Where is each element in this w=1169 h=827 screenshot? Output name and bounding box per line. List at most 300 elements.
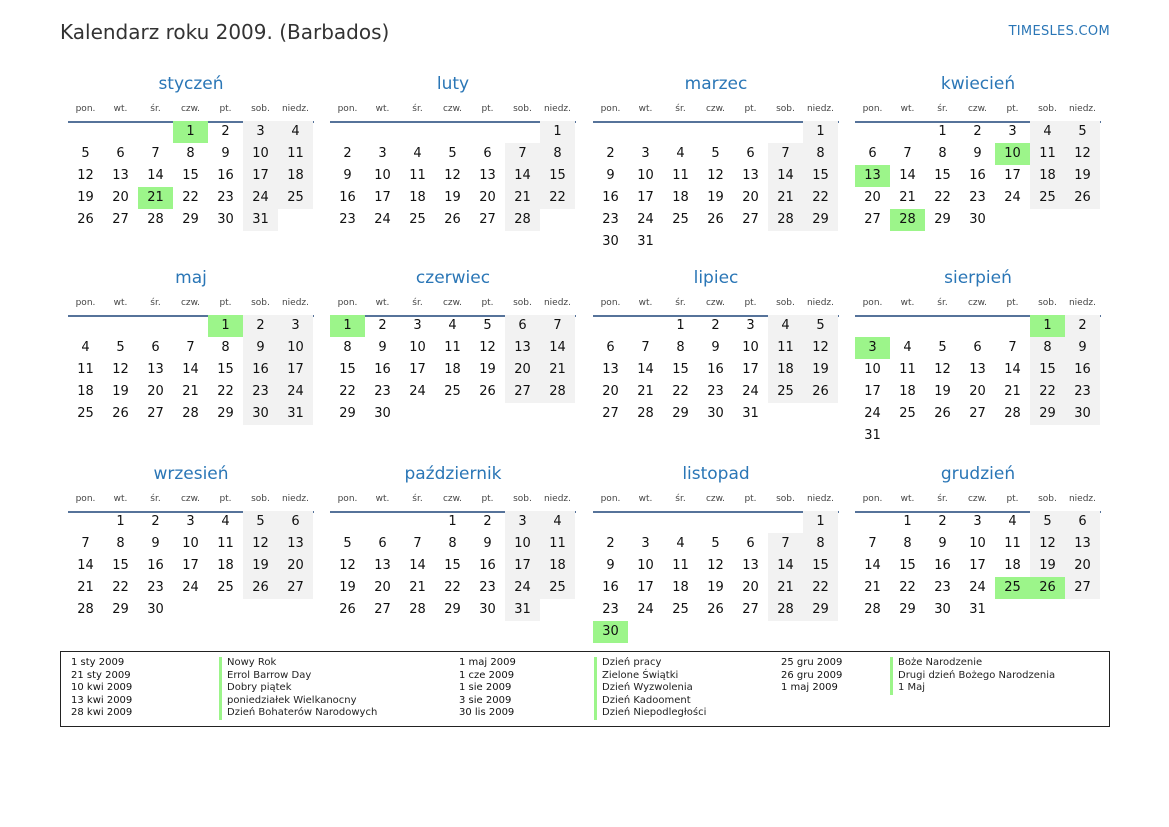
day-cell: 4 (278, 121, 313, 143)
day-cell: 19 (243, 555, 278, 577)
day-cell: 7 (186, 340, 195, 355)
day-cell: 4 (81, 340, 90, 355)
day-cell: 21 (768, 577, 803, 599)
day-cell: 30 (1065, 403, 1100, 425)
day-cell: 21 (540, 359, 575, 381)
day-cell: 24 (243, 187, 278, 209)
day-cell: 1 (803, 511, 838, 533)
weekday-label: niedz. (543, 298, 572, 308)
day-cell: 13 (742, 168, 759, 183)
day-cell: 6 (505, 315, 540, 337)
day-cell: 9 (606, 168, 615, 183)
day-cell: 12 (339, 558, 356, 573)
day-cell: 19 (339, 580, 356, 595)
weekday-label: sob. (513, 104, 532, 114)
holiday-names-column (890, 657, 1055, 695)
day-cell: 23 (602, 602, 619, 617)
weekday-label: niedz. (281, 104, 310, 114)
day-cell: 1 (803, 121, 838, 143)
day-cell: 17 (278, 359, 313, 381)
day-cell: 13 (278, 533, 313, 555)
day-cell: 5 (803, 315, 838, 337)
day-cell: 8 (676, 340, 685, 355)
day-cell: 20 (147, 384, 164, 399)
day-cell: 23 (969, 190, 986, 205)
day-cell: 11 (672, 168, 689, 183)
weekday-label: wt. (375, 494, 390, 504)
day-cell: 2 (483, 514, 492, 529)
weekday-label: wt. (375, 104, 390, 114)
weekday-label: śr. (412, 104, 423, 114)
day-cell: 22 (1030, 381, 1065, 403)
holiday-day-cell: 26 (1030, 577, 1065, 599)
weekday-label: śr. (150, 104, 161, 114)
weekday-label: wt. (638, 104, 653, 114)
day-cell: 25 (77, 406, 94, 421)
day-cell: 17 (243, 165, 278, 187)
holiday-day-cell: 25 (995, 577, 1030, 599)
day-cell: 28 (864, 602, 881, 617)
day-cell: 29 (803, 209, 838, 231)
holiday-name: Dzień pracy (602, 657, 662, 668)
day-cell: 12 (934, 362, 951, 377)
day-cell: 2 (606, 536, 615, 551)
weekday-label: śr. (937, 104, 948, 114)
day-cell: 22 (112, 580, 129, 595)
weekday-label: sob. (1038, 298, 1057, 308)
day-cell: 13 (602, 362, 619, 377)
holiday-list (60, 651, 1110, 727)
day-cell: 12 (1030, 533, 1065, 555)
weekday-label: sob. (1038, 494, 1057, 504)
holiday-name: Dzień Kadooment (602, 694, 691, 706)
day-cell: 4 (413, 146, 422, 161)
weekday-label: niedz. (1068, 494, 1097, 504)
weekday-label: czw. (180, 298, 201, 308)
weekday-label: czw. (180, 494, 201, 504)
day-cell: 22 (803, 187, 838, 209)
day-cell: 21 (899, 190, 916, 205)
day-cell: 5 (1030, 511, 1065, 533)
weekday-label: czw. (705, 104, 726, 114)
day-cell: 7 (768, 143, 803, 165)
holiday-day-cell: 21 (138, 187, 173, 209)
day-cell: 12 (479, 340, 496, 355)
day-cell: 17 (182, 558, 199, 573)
holiday-day-cell: 1 (330, 315, 365, 337)
day-cell: 18 (672, 580, 689, 595)
weekday-label: pt. (744, 494, 757, 504)
day-cell: 9 (151, 536, 160, 551)
day-cell: 27 (147, 406, 164, 421)
day-cell: 10 (505, 533, 540, 555)
weekday-label: pon. (862, 104, 883, 114)
weekday-label: śr. (675, 494, 686, 504)
day-cell: 12 (1065, 143, 1100, 165)
day-cell: 14 (182, 362, 199, 377)
day-cell: 1 (540, 121, 575, 143)
day-cell: 6 (151, 340, 160, 355)
brand-link[interactable]: TIMESLES.COM (1008, 24, 1110, 39)
day-cell: 6 (746, 146, 755, 161)
day-cell: 26 (479, 384, 496, 399)
day-cell: 5 (711, 536, 720, 551)
day-cell: 3 (413, 318, 422, 333)
day-cell: 19 (707, 190, 724, 205)
weekday-label: sob. (251, 298, 270, 308)
day-cell: 23 (934, 580, 951, 595)
weekday-label: niedz. (281, 298, 310, 308)
day-cell: 26 (934, 406, 951, 421)
day-cell: 30 (374, 406, 391, 421)
holiday-date: 26 gru 2009 (781, 669, 843, 681)
day-cell: 14 (540, 337, 575, 359)
day-cell: 25 (217, 580, 234, 595)
day-cell: 7 (903, 146, 912, 161)
day-cell: 14 (77, 558, 94, 573)
day-cell: 7 (151, 146, 160, 161)
day-cell: 11 (409, 168, 426, 183)
day-cell: 17 (969, 558, 986, 573)
day-cell: 2 (151, 514, 160, 529)
day-cell: 31 (637, 234, 654, 249)
day-cell: 16 (934, 558, 951, 573)
day-cell: 27 (374, 602, 391, 617)
day-cell: 13 (112, 168, 129, 183)
day-cell: 29 (217, 406, 234, 421)
weekday-label: pon. (600, 494, 621, 504)
holiday-names-column (594, 657, 706, 720)
day-cell: 24 (505, 577, 540, 599)
holiday-day-cell: 28 (890, 209, 925, 231)
day-cell: 25 (1030, 187, 1065, 209)
day-cell: 27 (602, 406, 619, 421)
day-cell: 24 (182, 580, 199, 595)
day-cell: 19 (77, 190, 94, 205)
day-cell: 21 (864, 580, 881, 595)
day-cell: 7 (540, 315, 575, 337)
day-cell: 26 (707, 212, 724, 227)
day-cell: 28 (768, 209, 803, 231)
day-cell: 10 (864, 362, 881, 377)
day-cell: 21 (409, 580, 426, 595)
weekday-label: pon. (600, 104, 621, 114)
day-cell: 19 (1065, 165, 1100, 187)
day-cell: 16 (217, 168, 234, 183)
day-cell: 31 (742, 406, 759, 421)
weekday-label: pon. (75, 104, 96, 114)
weekday-label: niedz. (543, 104, 572, 114)
day-cell: 29 (672, 406, 689, 421)
day-cell: 20 (742, 190, 759, 205)
day-cell: 15 (339, 362, 356, 377)
day-cell: 16 (1065, 359, 1100, 381)
day-cell: 17 (409, 362, 426, 377)
weekday-label: czw. (967, 298, 988, 308)
month-title: czerwiec (415, 268, 491, 288)
day-cell: 15 (182, 168, 199, 183)
day-cell: 12 (77, 168, 94, 183)
day-cell: 27 (742, 602, 759, 617)
weekday-label: pt. (481, 298, 494, 308)
day-cell: 2 (973, 124, 982, 139)
day-cell: 10 (637, 558, 654, 573)
day-cell: 10 (969, 536, 986, 551)
day-cell: 7 (768, 533, 803, 555)
month-title: lipiec (693, 268, 739, 288)
month-title: październik (404, 464, 502, 484)
day-cell: 20 (742, 580, 759, 595)
day-cell: 7 (868, 536, 877, 551)
day-cell: 14 (147, 168, 164, 183)
weekday-label: pt. (219, 494, 232, 504)
day-cell: 8 (221, 340, 230, 355)
holiday-date: 1 sie 2009 (459, 682, 512, 694)
day-cell: 10 (374, 168, 391, 183)
day-cell: 28 (540, 381, 575, 403)
day-cell: 15 (540, 165, 575, 187)
day-cell: 25 (444, 384, 461, 399)
weekday-label: sob. (251, 104, 270, 114)
day-cell: 17 (637, 190, 654, 205)
day-cell: 23 (374, 384, 391, 399)
day-cell: 6 (606, 340, 615, 355)
weekday-label: śr. (412, 298, 423, 308)
day-cell: 5 (81, 146, 90, 161)
day-cell: 8 (1030, 337, 1065, 359)
day-cell: 21 (182, 384, 199, 399)
day-cell: 15 (444, 558, 461, 573)
day-cell: 14 (409, 558, 426, 573)
day-cell: 23 (339, 212, 356, 227)
day-cell: 26 (1065, 187, 1100, 209)
day-cell: 3 (278, 315, 313, 337)
day-cell: 15 (1030, 359, 1065, 381)
day-cell: 18 (1004, 558, 1021, 573)
day-cell: 27 (505, 381, 540, 403)
weekday-label: śr. (150, 298, 161, 308)
day-cell: 7 (81, 536, 90, 551)
day-cell: 2 (343, 146, 352, 161)
day-cell: 18 (1030, 165, 1065, 187)
day-cell: 23 (1065, 381, 1100, 403)
day-cell: 6 (116, 146, 125, 161)
holiday-name: Boże Narodzenie (898, 657, 983, 668)
day-cell: 9 (243, 337, 278, 359)
day-cell: 1 (903, 514, 912, 529)
holiday-name: Dzień Wyzwolenia (602, 682, 693, 694)
day-cell: 27 (742, 212, 759, 227)
holiday-name: poniedziałek Wielkanocny (227, 694, 357, 706)
holiday-date: 1 maj 2009 (781, 682, 838, 694)
day-cell: 4 (903, 340, 912, 355)
day-cell: 20 (864, 190, 881, 205)
day-cell: 13 (742, 558, 759, 573)
weekday-label: czw. (967, 104, 988, 114)
day-cell: 2 (606, 146, 615, 161)
day-cell: 24 (278, 381, 313, 403)
weekday-label: niedz. (806, 104, 835, 114)
day-cell: 3 (641, 536, 650, 551)
day-cell: 11 (899, 362, 916, 377)
day-cell: 28 (147, 212, 164, 227)
day-cell: 7 (505, 143, 540, 165)
day-cell: 14 (637, 362, 654, 377)
day-cell: 13 (147, 362, 164, 377)
holiday-date: 30 lis 2009 (459, 707, 515, 719)
holiday-name: Zielone Świątki (602, 669, 679, 681)
day-cell: 14 (1004, 362, 1021, 377)
day-cell: 28 (768, 599, 803, 621)
holiday-name: Errol Barrow Day (227, 669, 312, 681)
holiday-dates-column (781, 657, 842, 695)
day-cell: 12 (803, 337, 838, 359)
weekday-label: pon. (337, 494, 358, 504)
day-cell: 4 (676, 146, 685, 161)
weekday-label: wt. (638, 494, 653, 504)
weekday-label: śr. (937, 298, 948, 308)
holiday-day-cell: 13 (855, 165, 890, 187)
day-cell: 29 (182, 212, 199, 227)
day-cell: 24 (864, 406, 881, 421)
day-cell: 20 (602, 384, 619, 399)
weekday-label: pt. (481, 104, 494, 114)
holiday-date: 1 sty 2009 (71, 657, 125, 668)
day-cell: 27 (864, 212, 881, 227)
holiday-name: Dzień Niepodległości (602, 707, 707, 719)
day-cell: 6 (973, 340, 982, 355)
month-title: maj (175, 268, 207, 288)
day-cell: 18 (409, 190, 426, 205)
day-cell: 4 (221, 514, 230, 529)
day-cell: 17 (1004, 168, 1021, 183)
day-cell: 5 (343, 536, 352, 551)
weekday-label: sob. (513, 298, 532, 308)
day-cell: 28 (182, 406, 199, 421)
day-cell: 21 (77, 580, 94, 595)
day-cell: 1 (116, 514, 125, 529)
day-cell: 15 (217, 362, 234, 377)
day-cell: 22 (540, 187, 575, 209)
weekday-label: pt. (481, 494, 494, 504)
weekday-label: pt. (744, 298, 757, 308)
day-cell: 9 (221, 146, 230, 161)
day-cell: 14 (899, 168, 916, 183)
day-cell: 26 (707, 602, 724, 617)
day-cell: 21 (637, 384, 654, 399)
day-cell: 22 (339, 384, 356, 399)
weekday-label: sob. (776, 104, 795, 114)
weekday-label: niedz. (806, 494, 835, 504)
day-cell: 11 (768, 337, 803, 359)
day-cell: 21 (1004, 384, 1021, 399)
day-cell: 18 (540, 555, 575, 577)
day-cell: 5 (938, 340, 947, 355)
weekday-label: śr. (412, 494, 423, 504)
day-cell: 16 (147, 558, 164, 573)
day-cell: 19 (479, 362, 496, 377)
day-cell: 9 (378, 340, 387, 355)
day-cell: 25 (540, 577, 575, 599)
day-cell: 22 (217, 384, 234, 399)
day-cell: 15 (112, 558, 129, 573)
day-cell: 8 (803, 533, 838, 555)
day-cell: 28 (409, 602, 426, 617)
weekday-label: sob. (776, 298, 795, 308)
day-cell: 20 (505, 359, 540, 381)
day-cell: 18 (278, 165, 313, 187)
day-cell: 27 (1065, 577, 1100, 599)
day-cell: 21 (768, 187, 803, 209)
day-cell: 15 (803, 555, 838, 577)
day-cell: 20 (374, 580, 391, 595)
day-cell: 25 (768, 381, 803, 403)
day-cell: 10 (637, 168, 654, 183)
day-cell: 24 (637, 212, 654, 227)
day-cell: 19 (803, 359, 838, 381)
weekday-label: pt. (1006, 298, 1019, 308)
day-cell: 8 (343, 340, 352, 355)
weekday-label: pon. (75, 298, 96, 308)
day-cell: 17 (505, 555, 540, 577)
day-cell: 13 (505, 337, 540, 359)
day-cell: 9 (938, 536, 947, 551)
day-cell: 8 (448, 536, 457, 551)
day-cell: 25 (672, 602, 689, 617)
day-cell: 26 (243, 577, 278, 599)
day-cell: 23 (243, 381, 278, 403)
day-cell: 26 (444, 212, 461, 227)
day-cell: 23 (479, 580, 496, 595)
day-cell: 24 (969, 580, 986, 595)
day-cell: 9 (343, 168, 352, 183)
day-cell: 19 (444, 190, 461, 205)
day-cell: 9 (1065, 337, 1100, 359)
holiday-day-cell: 1 (208, 315, 243, 337)
day-cell: 15 (934, 168, 951, 183)
day-cell: 30 (147, 602, 164, 617)
day-cell: 11 (77, 362, 94, 377)
day-cell: 11 (1004, 536, 1021, 551)
day-cell: 13 (1065, 533, 1100, 555)
day-cell: 25 (278, 187, 313, 209)
day-cell: 3 (505, 511, 540, 533)
day-cell: 18 (217, 558, 234, 573)
holiday-date: 13 kwi 2009 (71, 694, 133, 706)
day-cell: 3 (641, 146, 650, 161)
day-cell: 26 (339, 602, 356, 617)
day-cell: 4 (768, 315, 803, 337)
day-cell: 8 (903, 536, 912, 551)
day-cell: 13 (969, 362, 986, 377)
holiday-name: Dobry piątek (227, 682, 292, 694)
weekday-label: pon. (337, 298, 358, 308)
day-cell: 22 (934, 190, 951, 205)
day-cell: 31 (864, 428, 881, 443)
holiday-name: Dzień Bohaterów Narodowych (227, 707, 378, 719)
weekday-label: pon. (600, 298, 621, 308)
day-cell: 2 (711, 318, 720, 333)
weekday-label: sob. (513, 494, 532, 504)
day-cell: 16 (602, 190, 619, 205)
day-cell: 20 (278, 555, 313, 577)
holiday-dates-column (459, 657, 516, 720)
day-cell: 10 (243, 143, 278, 165)
day-cell: 29 (899, 602, 916, 617)
weekday-label: pt. (1006, 494, 1019, 504)
day-cell: 2 (243, 315, 278, 337)
month-title: grudzień (940, 464, 1016, 484)
